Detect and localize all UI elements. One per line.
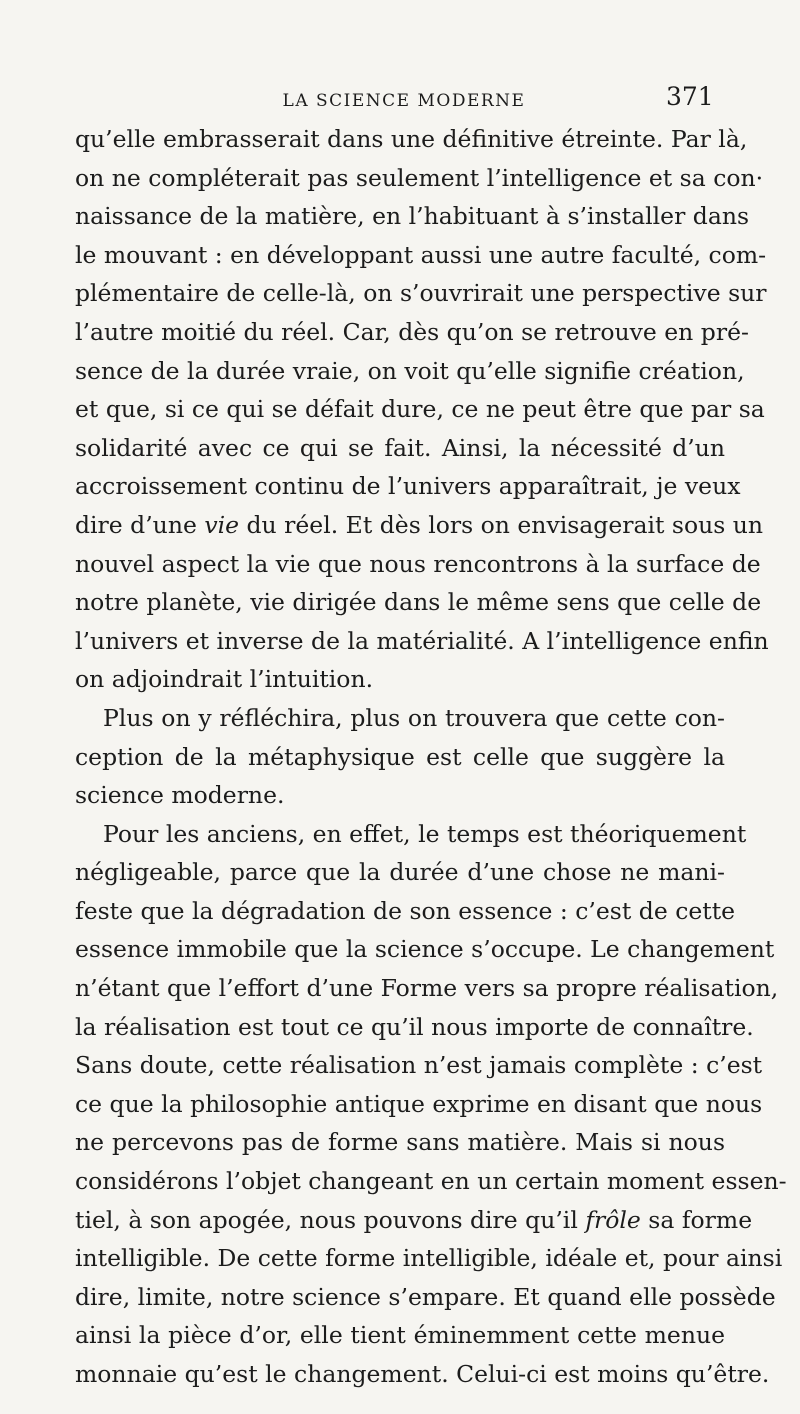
text-line: sence de la durée vraie, on voit qu’elle signifie création, xyxy=(75,356,745,385)
paragraph-start: Plus on y réfléchira, plus on trouvera que cette con- xyxy=(103,703,725,732)
text-run: dire d’une xyxy=(75,510,205,539)
text-line: solidarité avec ce qui se fait. Ainsi, la nécessité d’un xyxy=(75,433,725,462)
text-line: feste que la dégradation de son essence : c’est de cette xyxy=(75,896,736,925)
text-run: tiel, à son apogée, nous pouvons dire qu’il xyxy=(75,1205,586,1234)
text-line: Sans doute, cette réalisation n’est jamais complète : c’est xyxy=(75,1051,763,1080)
text-line: plémentaire de celle-là, on s’ouvrirait une perspective sur xyxy=(75,279,767,308)
text-line: le mouvant : en développant aussi une autre faculté, com- xyxy=(75,240,767,269)
text-line: accroissement continu de l’univers apparaîtrait, je veux xyxy=(75,472,741,501)
paragraph-start: Pour les anciens, en effet, le temps est théoriquement xyxy=(103,819,747,848)
text-line: naissance de la matière, en l’habituant à s’installer dans xyxy=(75,202,750,231)
text-line: l’autre moitié du réel. Car, dès qu’on se retrouve en pré- xyxy=(75,317,749,346)
text-line: on ne compléterait pas seulement l’intelligence et sa con· xyxy=(75,163,764,192)
text-line xyxy=(75,1201,753,1240)
italic-word: vie xyxy=(204,510,240,539)
italic-word: frôle xyxy=(585,1205,641,1234)
text-line xyxy=(75,506,764,545)
text-line: science moderne. xyxy=(75,781,285,810)
text-line: la réalisation est tout ce qu’il nous importe de connaître. xyxy=(75,1012,754,1041)
text-line: intelligible. De cette forme intelligible, idéale et, pour ainsi xyxy=(75,1244,783,1273)
text-line: et que, si ce qui se défait dure, ce ne peut être que par sa xyxy=(75,395,765,424)
page-number: 371 xyxy=(666,82,714,111)
text-line: notre planète, vie dirigée dans le même sens que celle de xyxy=(75,588,762,617)
text-line: monnaie qu’est le changement. Celui-ci est moins qu’être. xyxy=(75,1360,770,1388)
text-line: considérons l’objet changeant en un certain moment essen- xyxy=(75,1167,787,1196)
text-line: on adjoindrait l’intuition. xyxy=(75,665,374,694)
text-line: ainsi la pièce d’or, elle tient éminemment cette menue xyxy=(75,1321,725,1350)
text-line: ce que la philosophie antique exprime en disant que nous xyxy=(75,1089,763,1118)
text-line: qu’elle embrasserait dans une définitive étreinte. Par là, xyxy=(75,125,748,153)
text-run: du réel. Et dès lors on envisagerait sous un xyxy=(239,510,764,539)
text-line: dire, limite, notre science s’empare. Et quand elle possède xyxy=(75,1282,776,1311)
text-line: négligeable, parce que la durée d’une chose ne mani- xyxy=(75,858,725,887)
text-line: ception de la métaphysique est celle que suggère la xyxy=(75,742,725,771)
text-line: n’étant que l’effort d’une Forme vers sa propre réalisation, xyxy=(75,974,779,1003)
text-line: ne percevons pas de forme sans matière. Mais si nous xyxy=(75,1128,725,1157)
running-head: LA SCIENCE MODERNE xyxy=(282,91,526,111)
text-line: l’univers et inverse de la matérialité. A l’intelligence enfin xyxy=(75,626,769,655)
text-run: sa forme xyxy=(640,1205,753,1234)
text-line: nouvel aspect la vie que nous rencontrons à la surface de xyxy=(75,549,761,578)
body-text xyxy=(75,120,787,1394)
text-line: essence immobile que la science s’occupe. Le changement xyxy=(75,935,775,964)
